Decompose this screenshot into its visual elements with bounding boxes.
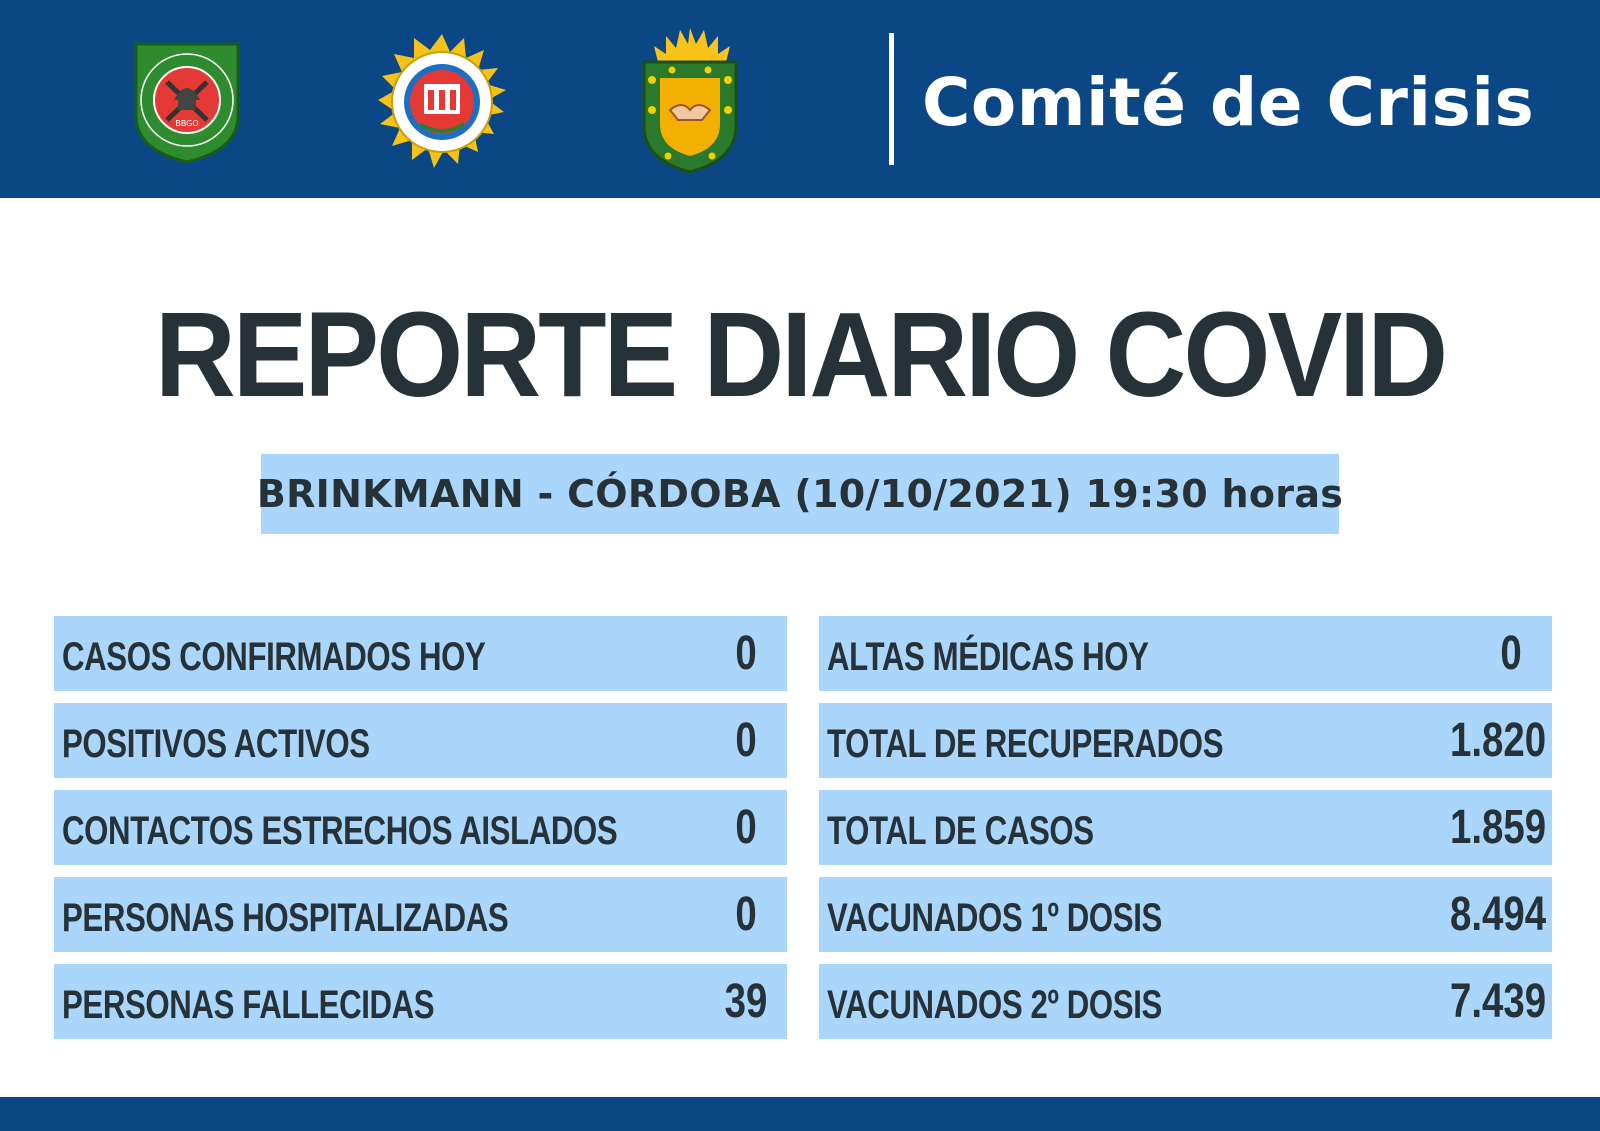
committee-title: Comité de Crisis <box>922 64 1535 141</box>
stat-row-positivos-activos <box>54 703 787 778</box>
stat-value: 7.439 <box>1449 975 1546 1028</box>
report-subtitle: BRINKMANN - CÓRDOBA (10/10/2021) 19:30 horas <box>256 472 1344 516</box>
stat-label: POSITIVOS ACTIVOS <box>62 722 370 766</box>
stat-label: VACUNADOS 1º DOSIS <box>827 896 1162 940</box>
stat-row-fallecidas <box>54 964 787 1039</box>
stat-label: CASOS CONFIRMADOS HOY <box>62 635 486 679</box>
stat-row-total-casos <box>819 790 1552 865</box>
stat-label: CONTACTOS ESTRECHOS AISLADOS <box>62 809 618 853</box>
bomberos-seal-logo <box>132 38 242 166</box>
report-title: REPORTE DIARIO COVID <box>154 286 1446 422</box>
stat-value: 8.494 <box>1449 888 1546 941</box>
policia-badge-logo <box>372 32 512 172</box>
stat-value: 1.820 <box>1449 714 1546 767</box>
stat-row-casos-confirmados <box>54 616 787 691</box>
stat-value: 0 <box>735 801 757 854</box>
stat-value: 0 <box>1500 627 1522 680</box>
stat-value: 39 <box>724 975 767 1028</box>
stat-row-vacunados-2 <box>819 964 1552 1039</box>
stats-left-column <box>54 616 787 1051</box>
stat-value: 1.859 <box>1449 801 1546 854</box>
stat-value: 0 <box>735 627 757 680</box>
stat-row-total-recuperados <box>819 703 1552 778</box>
municipal-shield-logo <box>638 26 742 174</box>
report-subtitle-box <box>256 454 1344 534</box>
stat-label: PERSONAS FALLECIDAS <box>62 983 435 1027</box>
stat-label: TOTAL DE RECUPERADOS <box>827 722 1224 766</box>
stat-value: 0 <box>735 888 757 941</box>
stat-label: TOTAL DE CASOS <box>827 809 1094 853</box>
stats-right-column <box>819 616 1552 1051</box>
stat-label: VACUNADOS 2º DOSIS <box>827 983 1162 1027</box>
stat-row-vacunados-1 <box>819 877 1552 952</box>
header-bar <box>0 0 1600 198</box>
stat-value: 0 <box>735 714 757 767</box>
stat-label: ALTAS MÉDICAS HOY <box>827 635 1149 679</box>
header-divider <box>889 33 894 165</box>
svg-text:BBGO: BBGO <box>175 119 199 128</box>
stat-row-contactos-estrechos <box>54 790 787 865</box>
stat-row-altas-medicas <box>819 616 1552 691</box>
stat-label: PERSONAS HOSPITALIZADAS <box>62 896 509 940</box>
footer-bar <box>0 1097 1600 1131</box>
stat-row-hospitalizadas <box>54 877 787 952</box>
